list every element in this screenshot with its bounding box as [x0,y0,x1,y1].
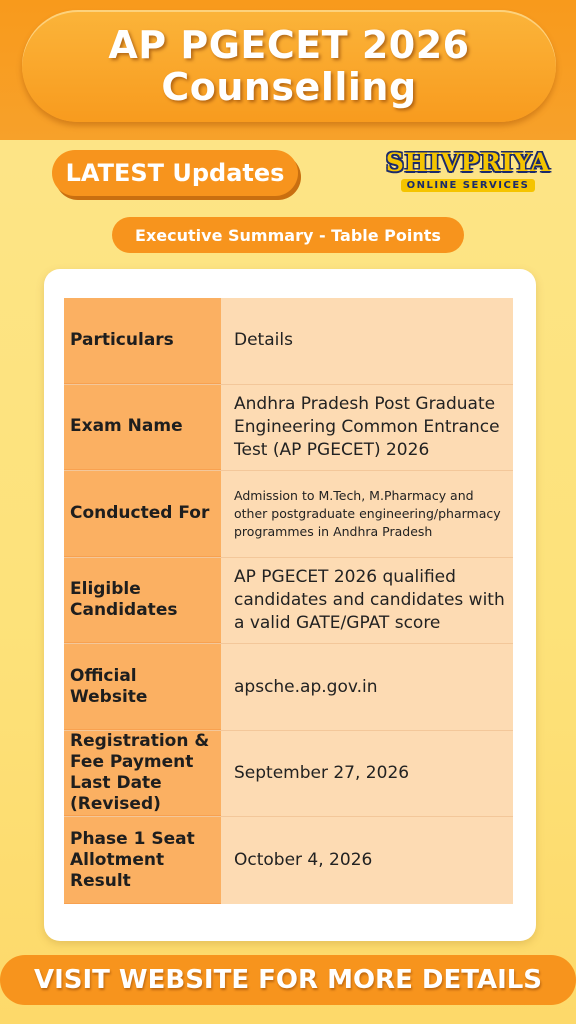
page-title [22,10,556,122]
summary-table [64,298,513,904]
row-value: Andhra Pradesh Post Graduate Engineering Common Entrance Test (AP PGECET) 2026 [221,385,513,471]
row-value: October 4, 2026 [221,817,513,904]
row-label: Official Website [64,644,221,730]
row-label: Registration & Fee Payment Last Date (Revised) [64,731,221,817]
table-row [64,558,513,645]
visit-website-banner: VISIT WEBSITE FOR MORE DETAILS [0,955,576,1005]
row-label: Particulars [64,298,221,384]
row-label: Eligible Candidates [64,558,221,644]
shivpriya-logo [384,148,552,200]
title-line-2: Counselling [161,65,417,109]
table-row [64,298,513,385]
executive-summary-heading: Executive Summary - Table Points [112,217,464,253]
logo-name: SHIVPRIYA [385,148,551,177]
row-label: Phase 1 Seat Allotment Result [64,817,221,904]
row-value: apsche.ap.gov.in [221,644,513,730]
row-value: September 27, 2026 [221,731,513,817]
table-row [64,644,513,731]
table-row [64,471,513,558]
row-value: Details [221,298,513,384]
row-label: Exam Name [64,385,221,471]
table-row [64,817,513,904]
row-value: AP PGECET 2026 qualified candidates and candidates with a valid GATE/GPAT score [221,558,513,644]
latest-updates-badge: LATEST Updates [52,150,298,196]
logo-tagline: ONLINE SERVICES [401,179,536,192]
table-row [64,731,513,818]
row-label: Conducted For [64,471,221,557]
title-line-1: AP PGECET 2026 [108,23,470,67]
row-value: Admission to M.Tech, M.Pharmacy and other postgraduate engineering/pharmacy programmes in Andhra Pradesh [221,471,513,557]
table-row [64,385,513,472]
